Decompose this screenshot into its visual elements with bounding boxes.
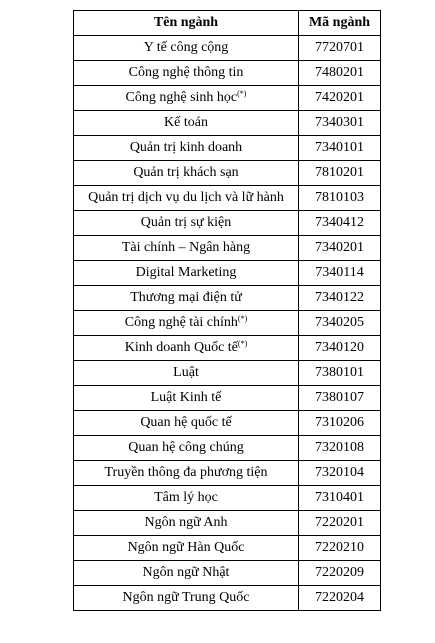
major-name: Luật: [173, 365, 199, 380]
major-name-cell: [74, 236, 299, 261]
major-name: Truyền thông đa phương tiện: [104, 465, 268, 480]
major-code-cell: 7340101: [299, 136, 381, 161]
major-name: Quản trị khách sạn: [133, 165, 239, 180]
major-name: Quản trị sự kiện: [140, 215, 232, 230]
major-code-cell: 7340120: [299, 336, 381, 361]
table-row: [74, 411, 381, 436]
major-name: Công nghệ sinh học: [125, 90, 238, 105]
table-row: [74, 36, 381, 61]
major-name: Công nghệ tài chính: [124, 315, 238, 330]
table-row: [74, 336, 381, 361]
table-row: [74, 161, 381, 186]
table-row: [74, 386, 381, 411]
major-name: Tâm lý học: [154, 490, 218, 505]
table-row: [74, 561, 381, 586]
major-name: Ngôn ngữ Trung Quốc: [122, 590, 250, 605]
major-name-cell: [74, 61, 299, 86]
major-code-cell: 7320104: [299, 461, 381, 486]
major-name: Ngôn ngữ Anh: [144, 515, 228, 530]
table-row: [74, 236, 381, 261]
table-row: [74, 361, 381, 386]
major-name-cell: [74, 561, 299, 586]
major-code-cell: 7220204: [299, 586, 381, 611]
major-name-cell: [74, 511, 299, 536]
major-code-cell: 7480201: [299, 61, 381, 86]
major-note-marker: (*): [237, 314, 248, 323]
major-code-cell: 7310401: [299, 486, 381, 511]
major-name: Quản trị kinh doanh: [129, 140, 243, 155]
major-name: Y tế công cộng: [143, 40, 229, 55]
major-name-cell: [74, 211, 299, 236]
major-name: Luật Kinh tế: [150, 390, 222, 405]
major-name: Tài chính – Ngân hàng: [121, 240, 251, 255]
table-header-row: [74, 11, 381, 36]
major-code-cell: 7340201: [299, 236, 381, 261]
table-body: [74, 36, 381, 611]
table-row: [74, 111, 381, 136]
major-code-cell: 7810103: [299, 186, 381, 211]
major-name-cell: [74, 86, 299, 111]
major-name-cell: [74, 361, 299, 386]
table-row: [74, 186, 381, 211]
major-name-cell: [74, 386, 299, 411]
major-name: Digital Marketing: [135, 265, 237, 280]
table-row: [74, 511, 381, 536]
major-code-cell: 7720701: [299, 36, 381, 61]
major-name: Ngôn ngữ Nhật: [142, 565, 230, 580]
major-name-cell: [74, 311, 299, 336]
major-code-cell: 7310206: [299, 411, 381, 436]
major-name: Thương mại điện tử: [130, 290, 242, 305]
major-code-cell: 7340205: [299, 311, 381, 336]
major-name-cell: [74, 136, 299, 161]
table-row: [74, 311, 381, 336]
table-row: [74, 461, 381, 486]
table-row: [74, 261, 381, 286]
major-code-cell: 7380107: [299, 386, 381, 411]
table-row: [74, 486, 381, 511]
major-note-marker: (*): [237, 89, 247, 98]
major-name-cell: [74, 111, 299, 136]
major-name-cell: [74, 461, 299, 486]
major-code-cell: 7340412: [299, 211, 381, 236]
major-name: Quản trị dịch vụ du lịch và lữ hành: [88, 190, 284, 205]
majors-table: [73, 10, 381, 611]
major-code-cell: 7340122: [299, 286, 381, 311]
major-name-cell: [74, 536, 299, 561]
major-name-cell: [74, 336, 299, 361]
major-name: Kế toán: [164, 115, 208, 130]
major-name: Kinh doanh Quốc tế: [124, 340, 238, 355]
table-row: [74, 61, 381, 86]
table-row: [74, 586, 381, 611]
major-name: Ngôn ngữ Hàn Quốc: [127, 540, 245, 555]
major-code-cell: 7340114: [299, 261, 381, 286]
major-code-cell: 7380101: [299, 361, 381, 386]
table-row: [74, 86, 381, 111]
major-name-cell: [74, 411, 299, 436]
table-row: [74, 436, 381, 461]
major-name: Quan hệ quốc tế: [140, 415, 232, 430]
major-name: Quan hệ công chúng: [128, 440, 244, 455]
major-note-marker: (*): [237, 339, 248, 348]
major-code-cell: 7220209: [299, 561, 381, 586]
major-name-cell: [74, 261, 299, 286]
major-code-cell: 7320108: [299, 436, 381, 461]
major-name-cell: [74, 436, 299, 461]
header-major-code: Mã ngành: [299, 11, 381, 36]
table-row: [74, 136, 381, 161]
major-code-cell: 7220201: [299, 511, 381, 536]
major-code-cell: 7420201: [299, 86, 381, 111]
header-major-name: Tên ngành: [74, 11, 299, 36]
major-name-cell: [74, 286, 299, 311]
major-name-cell: [74, 186, 299, 211]
major-name-cell: [74, 161, 299, 186]
major-name-cell: [74, 486, 299, 511]
major-name-cell: [74, 36, 299, 61]
table-row: [74, 536, 381, 561]
major-name-cell: [74, 586, 299, 611]
major-code-cell: 7220210: [299, 536, 381, 561]
table-row: [74, 211, 381, 236]
major-code-cell: 7810201: [299, 161, 381, 186]
major-code-cell: 7340301: [299, 111, 381, 136]
major-name: Công nghệ thông tin: [128, 65, 244, 80]
table-row: [74, 286, 381, 311]
